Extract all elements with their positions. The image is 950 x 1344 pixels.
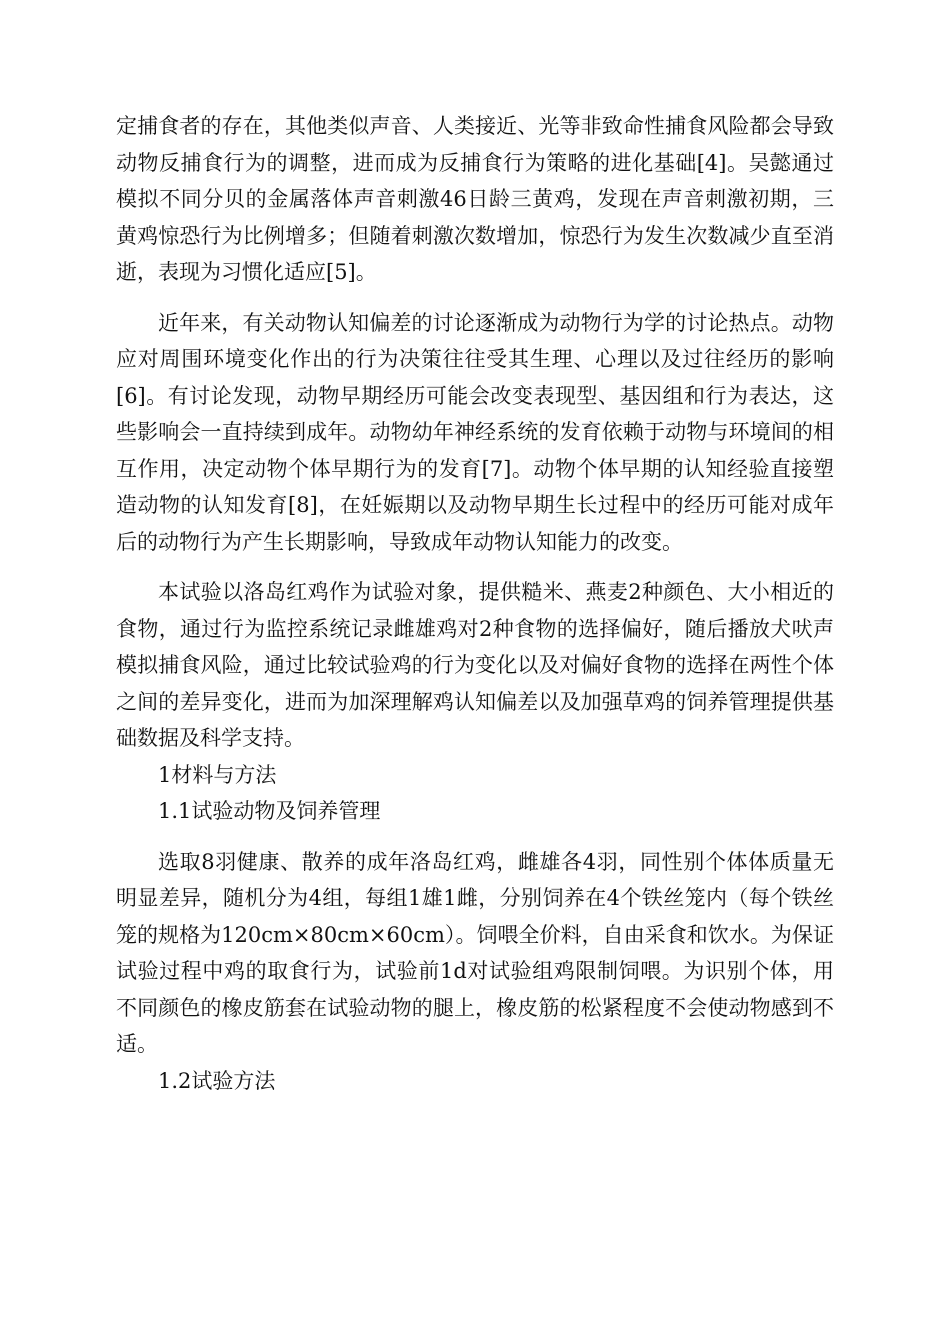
subsection-heading-animals: 1.1试验动物及饲养管理: [158, 799, 381, 823]
paragraph-cognitive-bias: 近年来，有关动物认知偏差的讨论逐渐成为动物行为学的讨论热点。动物应对周围环境变化作出的行为决策往往受其生理、心理以及过往经历的影响[6]。有讨论发现，动物早期经历可能会改变表现型、基因组和行为表达，这些影响会一直持续到成年。动物幼年神经系统的发育依赖于动物与环境间的相互作用，决定动物个体早期行为的发育[7]。动物个体早期的认知经验直接塑造动物的认知发育[8]，在妊娠期以及动物早期生长过程中的经历可能对成年后的动物行为产生长期影响，导致成年动物认知能力的改变。: [116, 310, 834, 554]
paragraph-continuation: 定捕食者的存在，其他类似声音、人类接近、光等非致命性捕食风险都会导致动物反捕食行为的调整，进而成为反捕食行为策略的进化基础[4]。吴懿通过模拟不同分贝的金属落体声音刺激46日龄三黄鸡，发现在声音刺激初期，三黄鸡惊恐行为比例增多；但随着刺激次数增加，惊恐行为发生次数减少直至消逝，表现为习惯化适应[5]。: [116, 114, 834, 284]
section-heading-materials-methods: 1材料与方法: [158, 762, 277, 787]
paragraph-experiment-intro: 本试验以洛岛红鸡作为试验对象，提供糙米、燕麦2种颜色、大小相近的食物，通过行为监控系统记录雌雄鸡对2种食物的选择偏好，随后播放犬吠声模拟捕食风险，通过比较试验鸡的行为变化以及对偏好食物的选择在两性个体之间的差异变化，进而为加深理解鸡认知偏差以及加强草鸡的饲养管理提供基础数据及科学支持。: [116, 580, 834, 750]
document-page: [116, 108, 834, 1099]
paragraph-animals-management: 选取8羽健康、散养的成年洛岛红鸡，雌雄各4羽，同性别个体体质量无明显差异，随机分为4组，每组1雄1雌，分别饲养在4个铁丝笼内（每个铁丝笼的规格为120cm×80cm×60cm）。饲喂全价料，自由采食和饮水。为保证试验过程中鸡的取食行为，试验前1d对试验组鸡限制饲喂。为识别个体，用不同颜色的橡皮筋套在试验动物的腿上，橡皮筋的松紧程度不会使动物感到不适。: [116, 849, 834, 1056]
subsection-heading-methods: 1.2试验方法: [158, 1068, 276, 1093]
